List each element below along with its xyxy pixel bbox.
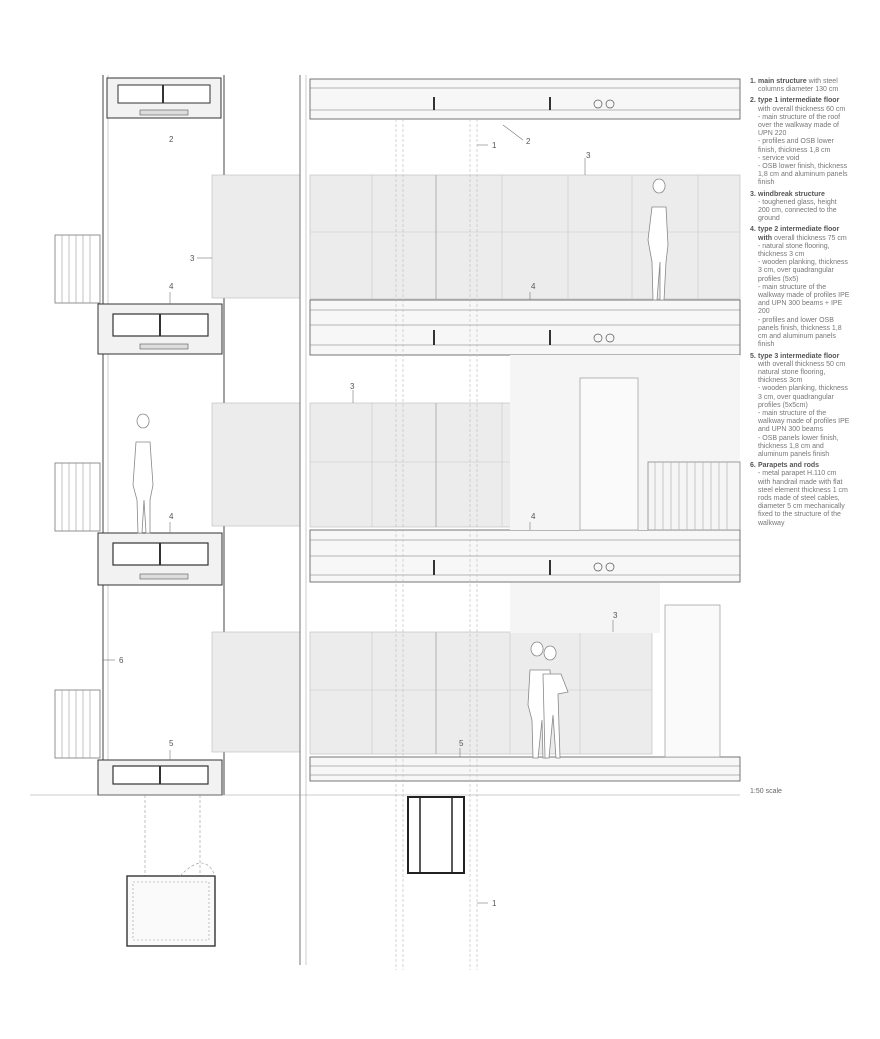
legend-text <box>758 97 850 187</box>
legend-entry <box>750 97 850 187</box>
legend-entry <box>750 191 850 224</box>
legend-line: - wooden planking, thickness 3 cm, over quadrangular profiles (5x5cm) <box>758 385 848 409</box>
left-floor-type1 <box>107 78 221 118</box>
legend-panel <box>750 78 850 531</box>
right-floor-band-3 <box>310 530 740 582</box>
legend-title: type 3 intermediate floor <box>758 352 840 360</box>
callout-4-c: 4 <box>169 512 174 521</box>
callout-4-a: 4 <box>169 282 174 291</box>
legend-entry <box>750 226 850 349</box>
left-floor-type2-b <box>98 533 222 585</box>
legend-line: - natural stone flooring, thickness 3 cm <box>758 242 830 259</box>
legend-line: with overall thickness 60 cm <box>758 105 846 113</box>
legend-number: 2. <box>750 97 756 105</box>
legend-title: windbreak structure <box>758 190 825 198</box>
legend-text <box>758 462 850 528</box>
legend-line: - main structure of the roof over the walkway made of UPN 220 <box>758 113 841 138</box>
main-column-base <box>408 797 464 873</box>
legend-title: type 2 intermediate floor with <box>758 226 840 242</box>
person-silhouette-left <box>133 414 153 533</box>
callout-3-c: 3 <box>350 382 355 391</box>
legend-text <box>758 191 850 224</box>
right-elevation <box>310 79 740 970</box>
legend-title: Parapets and rods <box>758 462 820 470</box>
right-glass-row-3 <box>310 632 652 754</box>
scale-label: 1:50 scale <box>750 788 782 795</box>
left-floor-type2-a <box>98 304 222 354</box>
legend-line: - profiles and lower OSB panels finish, thickness 1,8 cm and aluminum panels finish <box>758 316 842 349</box>
callout-3-b: 3 <box>190 254 195 263</box>
legend-title: type 1 intermediate floor <box>758 97 840 105</box>
base-column-footing <box>127 876 215 946</box>
legend-text <box>758 353 850 460</box>
legend-line: with overall thickness 50 cm natural stone flooring, thickness 3cm <box>758 360 846 385</box>
legend-entry <box>750 462 850 528</box>
legend-text <box>758 226 850 349</box>
background-door-1 <box>580 378 638 530</box>
callout-4-d: 4 <box>531 512 536 521</box>
legend-line: - metal parapet H.110 cm with handrail made with flat steel element thickness 1 cm rods made of steel cables, diameter 5 cm mechanically fixed to the structure of the walkway <box>758 470 848 527</box>
callout-6: 6 <box>119 656 124 665</box>
legend-line: - main structure of the walkway made of profiles IPE and UPN 300 beams <box>758 409 850 434</box>
right-glass-row-1 <box>310 175 740 299</box>
legend-line: - profiles and OSB lower finish, thickness 1,8 cm <box>758 138 834 154</box>
right-floor-band-1 <box>310 79 740 119</box>
legend-number: 5. <box>750 352 756 360</box>
legend-line: - OSB panels lower finish, thickness 1,8 cm and aluminum panels finish <box>758 434 839 458</box>
callout-5-a: 5 <box>169 739 174 748</box>
left-floor-type3 <box>98 760 222 795</box>
legend-number: 1. <box>750 78 756 85</box>
left-glass-panel-3 <box>212 632 300 752</box>
left-glass-panel-2 <box>212 403 300 526</box>
callout-2-right: 2 <box>526 137 531 146</box>
callout-4-b: 4 <box>531 282 536 291</box>
legend-line: - wooden planking, thickness 3 cm, over quadrangular profiles (5x5) <box>758 259 848 283</box>
legend-entry <box>750 353 850 460</box>
right-floor-band-2 <box>310 300 740 355</box>
right-floor-band-4 <box>310 757 740 781</box>
legend-text <box>758 78 850 94</box>
callout-1-top: 1 <box>492 141 497 150</box>
callout-1-bottom: 1 <box>492 899 497 908</box>
legend-number: 6. <box>750 462 756 470</box>
legend-line: overall thickness 75 cm <box>773 234 847 242</box>
callout-3-d: 3 <box>613 611 618 620</box>
legend-line: - OSB lower finish, thickness 1,8 cm and aluminum panels finish <box>758 163 848 187</box>
legend-line: - toughened glass, height 200 cm, connected to the ground <box>758 198 837 223</box>
legend-number: 4. <box>750 226 756 234</box>
background-door-2 <box>665 605 720 757</box>
left-glass-panel-1 <box>212 175 300 298</box>
legend-title: main structure <box>758 78 807 85</box>
callout-5-b: 5 <box>459 739 464 748</box>
left-parapet-1 <box>55 235 100 303</box>
callout-3-a: 3 <box>586 151 591 160</box>
legend-line: with steel columns diameter 130 cm <box>758 78 839 94</box>
left-cross-section <box>55 75 300 946</box>
legend-line: - service void <box>758 154 800 162</box>
callout-2-left: 2 <box>169 135 174 144</box>
legend-number: 3. <box>750 190 756 198</box>
left-parapet-2 <box>55 463 100 531</box>
legend-entry <box>750 78 850 94</box>
legend-line: - main structure of the walkway made of profiles IPE and UPN 300 beams + IPE 200 <box>758 283 850 316</box>
left-parapet-3 <box>55 690 100 758</box>
